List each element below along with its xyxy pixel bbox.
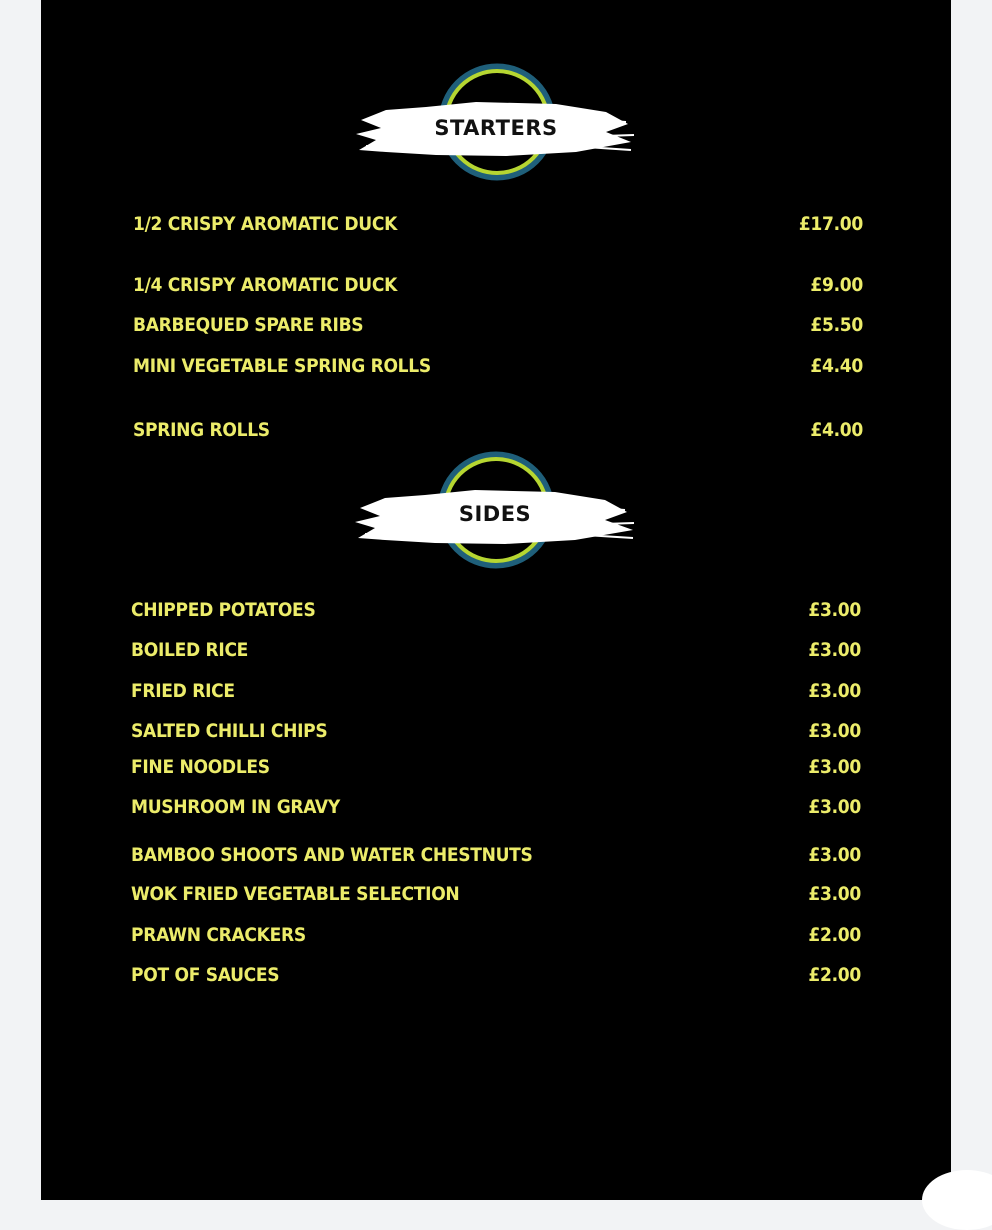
starters-title: STARTERS	[356, 116, 636, 140]
menu-item	[131, 718, 861, 744]
item-name: POT OF SAUCES	[131, 962, 279, 988]
item-name: MUSHROOM IN GRAVY	[131, 794, 340, 820]
menu-item	[133, 312, 863, 338]
item-price: £3.00	[808, 678, 861, 704]
item-name: FINE NOODLES	[131, 754, 270, 780]
item-price: £3.00	[808, 754, 861, 780]
menu-item	[131, 794, 861, 820]
item-name: WOK FRIED VEGETABLE SELECTION	[131, 881, 459, 907]
item-price: £17.00	[799, 211, 863, 237]
item-name: 1/2 CRISPY AROMATIC DUCK	[133, 211, 397, 237]
item-name: FRIED RICE	[131, 678, 235, 704]
item-name: BARBEQUED SPARE RIBS	[133, 312, 363, 338]
menu-item	[131, 922, 861, 948]
item-price: £3.00	[808, 881, 861, 907]
menu-item	[133, 211, 863, 237]
menu-item	[131, 754, 861, 780]
item-price: £5.50	[810, 312, 863, 338]
item-price: £3.00	[808, 794, 861, 820]
item-name: MINI VEGETABLE SPRING ROLLS	[133, 353, 431, 379]
item-name: SALTED CHILLI CHIPS	[131, 718, 327, 744]
item-price: £9.00	[810, 272, 863, 298]
menu-item	[131, 842, 861, 868]
item-name: PRAWN CRACKERS	[131, 922, 306, 948]
starters-header	[356, 62, 636, 182]
item-price: £3.00	[808, 842, 861, 868]
item-price: £2.00	[808, 922, 861, 948]
item-name: CHIPPED POTATOES	[131, 597, 315, 623]
item-name: SPRING ROLLS	[133, 417, 270, 443]
item-price: £4.00	[810, 417, 863, 443]
menu-item	[131, 597, 861, 623]
menu-item	[133, 353, 863, 379]
item-name: BOILED RICE	[131, 637, 248, 663]
scroll-fab-edge[interactable]	[922, 1170, 992, 1230]
sides-title: SIDES	[355, 502, 635, 526]
item-price: £3.00	[808, 718, 861, 744]
menu-item	[133, 417, 863, 443]
item-name: 1/4 CRISPY AROMATIC DUCK	[133, 272, 397, 298]
menu-item	[131, 678, 861, 704]
menu-item	[131, 962, 861, 988]
menu-page	[41, 0, 951, 1200]
item-price: £2.00	[808, 962, 861, 988]
sides-header	[355, 450, 635, 570]
menu-item	[131, 881, 861, 907]
item-price: £4.40	[810, 353, 863, 379]
menu-item	[133, 272, 863, 298]
item-price: £3.00	[808, 637, 861, 663]
item-name: BAMBOO SHOOTS AND WATER CHESTNUTS	[131, 842, 533, 868]
item-price: £3.00	[808, 597, 861, 623]
menu-item	[131, 637, 861, 663]
